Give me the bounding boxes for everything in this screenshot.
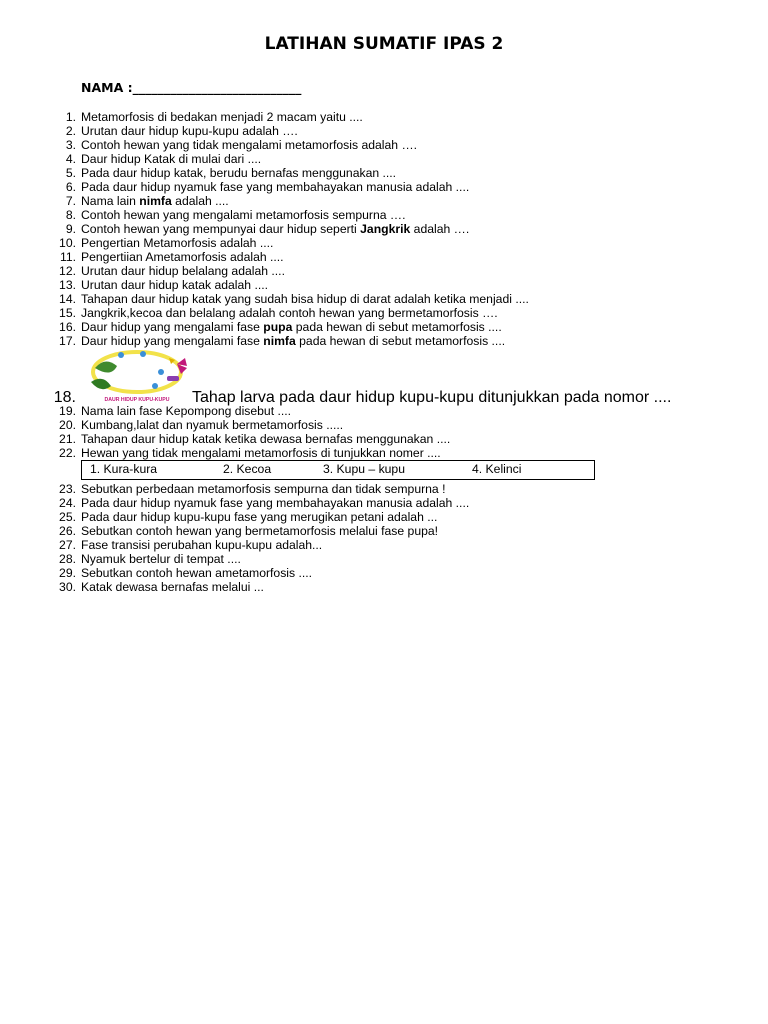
text-segment: Katak dewasa bernafas melalui ...: [81, 580, 264, 594]
question-number: 1.: [65, 110, 76, 124]
stage-marker-icon: [158, 369, 164, 375]
answer-option: 3. Kupu – kupu: [323, 462, 405, 476]
stage-marker-icon: [152, 383, 158, 389]
question-item: [0, 208, 768, 222]
question-number: 23.: [59, 482, 76, 496]
question-text: [81, 138, 417, 152]
question-item: [0, 496, 768, 510]
question-text: [81, 580, 264, 594]
question-text: [81, 152, 261, 166]
question-item: [0, 418, 768, 432]
name-field-label: NAMA :___________________________: [81, 80, 302, 95]
question-group-c: [0, 482, 768, 594]
question-item: [0, 320, 768, 334]
text-segment: Contoh hewan yang tidak mengalami metamorfosis adalah ….: [81, 138, 418, 152]
question-group-b: [0, 404, 768, 460]
question-text: [81, 278, 268, 292]
text-segment: Pada daur hidup katak, berudu bernafas menggunakan ....: [81, 166, 397, 180]
question-text: [81, 404, 291, 418]
question-number: 17.: [59, 334, 76, 348]
question-item: [0, 152, 768, 166]
butterfly-life-cycle-diagram: [81, 348, 193, 404]
question-number: 9.: [65, 222, 76, 236]
diagram-label: DAUR HIDUP KUPU-KUPU: [104, 397, 170, 403]
question-number: 3.: [65, 138, 76, 152]
question-text: [81, 334, 505, 348]
text-segment: Pada daur hidup kupu-kupu fase yang merugikan petani adalah ...: [81, 510, 438, 524]
question-text: [81, 432, 450, 446]
question-number: 5.: [65, 166, 76, 180]
question-number: 29.: [59, 566, 76, 580]
text-segment: Urutan daur hidup belalang adalah ....: [81, 264, 285, 278]
question-item: [0, 250, 768, 264]
question-text: [81, 552, 241, 566]
question-item: [0, 138, 768, 152]
question-item: [0, 580, 768, 594]
question-text: [81, 264, 285, 278]
text-segment: pada hewan di sebut metamorfosis ....: [292, 320, 502, 334]
question-group-a: [0, 110, 768, 348]
question-number: 18.: [53, 389, 76, 406]
text-segment: Urutan daur hidup kupu-kupu adalah ….: [81, 124, 298, 138]
question-text: [81, 110, 363, 124]
bold-term: nimfa: [139, 194, 172, 208]
question-number: 21.: [59, 432, 76, 446]
text-segment: Hewan yang tidak mengalami metamorfosis di tunjukkan nomer ....: [81, 446, 441, 460]
question-number: 22.: [59, 446, 76, 460]
question-18: [0, 348, 768, 404]
question-item: [0, 222, 768, 236]
answer-option: 1. Kura-kura: [90, 462, 158, 476]
question-item: [0, 110, 768, 124]
question-text: [81, 446, 441, 460]
text-segment: Daur hidup yang mengalami fase: [81, 320, 264, 334]
text-segment: Contoh hewan yang mengalami metamorfosis sempurna ….: [81, 208, 406, 222]
text-segment: Nyamuk bertelur di tempat ....: [81, 552, 241, 566]
question-text: [81, 166, 396, 180]
question-text: [81, 482, 445, 496]
question-number: 4.: [65, 152, 76, 166]
document-title: LATIHAN SUMATIF IPAS 2: [264, 34, 504, 54]
question-item: [0, 306, 768, 320]
question-item: [0, 404, 768, 418]
question-number: 14.: [59, 292, 76, 306]
text-segment: Nama lain fase Kepompong disebut ....: [81, 404, 292, 418]
text-segment: Contoh hewan yang mempunyai daur hidup seperti: [81, 222, 361, 236]
question-text: [81, 250, 284, 264]
question-item: [0, 432, 768, 446]
question-text: [81, 320, 502, 334]
question-item: [0, 334, 768, 348]
question-item: [0, 278, 768, 292]
text-segment: Pengertiian Ametamorfosis adalah ....: [81, 250, 284, 264]
question-text: [81, 236, 273, 250]
text-segment: adalah ....: [171, 194, 229, 208]
question-number: 26.: [59, 524, 76, 538]
question-text: [81, 222, 469, 236]
stage-marker-icon: [140, 351, 146, 357]
bold-term: pupa: [263, 320, 293, 334]
answer-option: 4. Kelinci: [472, 462, 522, 476]
question-item: [0, 566, 768, 580]
question-text: [81, 306, 498, 320]
question-number: 8.: [65, 208, 76, 222]
text-segment: Sebutkan contoh hewan ametamorfosis ....: [81, 566, 313, 580]
stage-marker-icon: [118, 352, 124, 358]
butterfly-icon: [177, 358, 187, 374]
question-item: [0, 194, 768, 208]
question-text: [81, 566, 312, 580]
leaf-icon: [91, 379, 111, 389]
text-segment: adalah ….: [410, 222, 470, 236]
text-segment: Fase transisi perubahan kupu-kupu adalah...: [81, 538, 323, 552]
question-text: [81, 194, 229, 208]
question-text: [81, 180, 469, 194]
text-segment: Metamorfosis di bedakan menjadi 2 macam yaitu ....: [81, 110, 363, 124]
text-segment: Sebutkan perbedaan metamorfosis sempurna dan tidak sempurna !: [81, 482, 446, 496]
text-segment: Sebutkan contoh hewan yang bermetamorfosis melalui fase pupa!: [81, 524, 439, 538]
text-segment: Pengertian Metamorfosis adalah ....: [81, 236, 274, 250]
question-item: [0, 264, 768, 278]
question-number: 12.: [59, 264, 76, 278]
question-text: Tahap larva pada daur hidup kupu-kupu ditunjukkan pada nomor ....: [192, 389, 672, 406]
question-number: 19.: [59, 404, 76, 418]
question-number: 20.: [59, 418, 76, 432]
answer-option: 2. Kecoa: [223, 462, 272, 476]
question-item: [0, 446, 768, 460]
question-text: [81, 418, 343, 432]
question-item: [0, 482, 768, 496]
question-text: [81, 510, 437, 524]
question-number: 15.: [59, 306, 76, 320]
question-text: [81, 124, 298, 138]
question-number: 6.: [65, 180, 76, 194]
question-text: [81, 208, 405, 222]
question-number: 11.: [59, 250, 76, 264]
question-number: 30.: [59, 580, 76, 594]
question-number: 2.: [65, 124, 76, 138]
question-item: [0, 180, 768, 194]
question-item: [0, 124, 768, 138]
question-number: 7.: [65, 194, 76, 208]
text-segment: Pada daur hidup nyamuk fase yang membahayakan manusia adalah ....: [81, 496, 470, 510]
text-segment: Daur hidup Katak di mulai dari ....: [81, 152, 262, 166]
question-text: [81, 292, 529, 306]
question-text: [81, 496, 469, 510]
question-text: [81, 524, 438, 538]
question-number: 28.: [59, 552, 76, 566]
answer-options-box: [81, 460, 595, 480]
question-item: [0, 510, 768, 524]
text-segment: Tahapan daur hidup katak ketika dewasa bernafas menggunakan ....: [81, 432, 451, 446]
question-list: [0, 110, 768, 594]
question-number: 10.: [59, 236, 76, 250]
question-item: [0, 524, 768, 538]
question-item: [0, 538, 768, 552]
question-number: 24.: [59, 496, 76, 510]
text-segment: Nama lain: [81, 194, 140, 208]
bold-term: nimfa: [263, 334, 296, 348]
question-item: [0, 552, 768, 566]
text-segment: Pada daur hidup nyamuk fase yang membahayakan manusia adalah ....: [81, 180, 470, 194]
text-segment: Urutan daur hidup katak adalah ....: [81, 278, 268, 292]
question-item: [0, 236, 768, 250]
question-text: [81, 538, 322, 552]
text-segment: Jangkrik,kecoa dan belalang adalah contoh hewan yang bermetamorfosis ….: [81, 306, 498, 320]
question-item: [0, 292, 768, 306]
question-number: 16.: [59, 320, 76, 334]
question-number: 27.: [59, 538, 76, 552]
bold-term: Jangkrik: [360, 222, 411, 236]
question-item: [0, 166, 768, 180]
text-segment: Kumbang,lalat dan nyamuk bermetamorfosis .....: [81, 418, 344, 432]
text-segment: pada hewan di sebut metamorfosis ....: [295, 334, 506, 348]
caterpillar-icon: [167, 376, 179, 381]
text-segment: Daur hidup yang mengalami fase: [81, 334, 264, 348]
question-number: 25.: [59, 510, 76, 524]
question-number: 13.: [59, 278, 76, 292]
text-segment: Tahapan daur hidup katak yang sudah bisa hidup di darat adalah ketika menjadi ....: [81, 292, 529, 306]
